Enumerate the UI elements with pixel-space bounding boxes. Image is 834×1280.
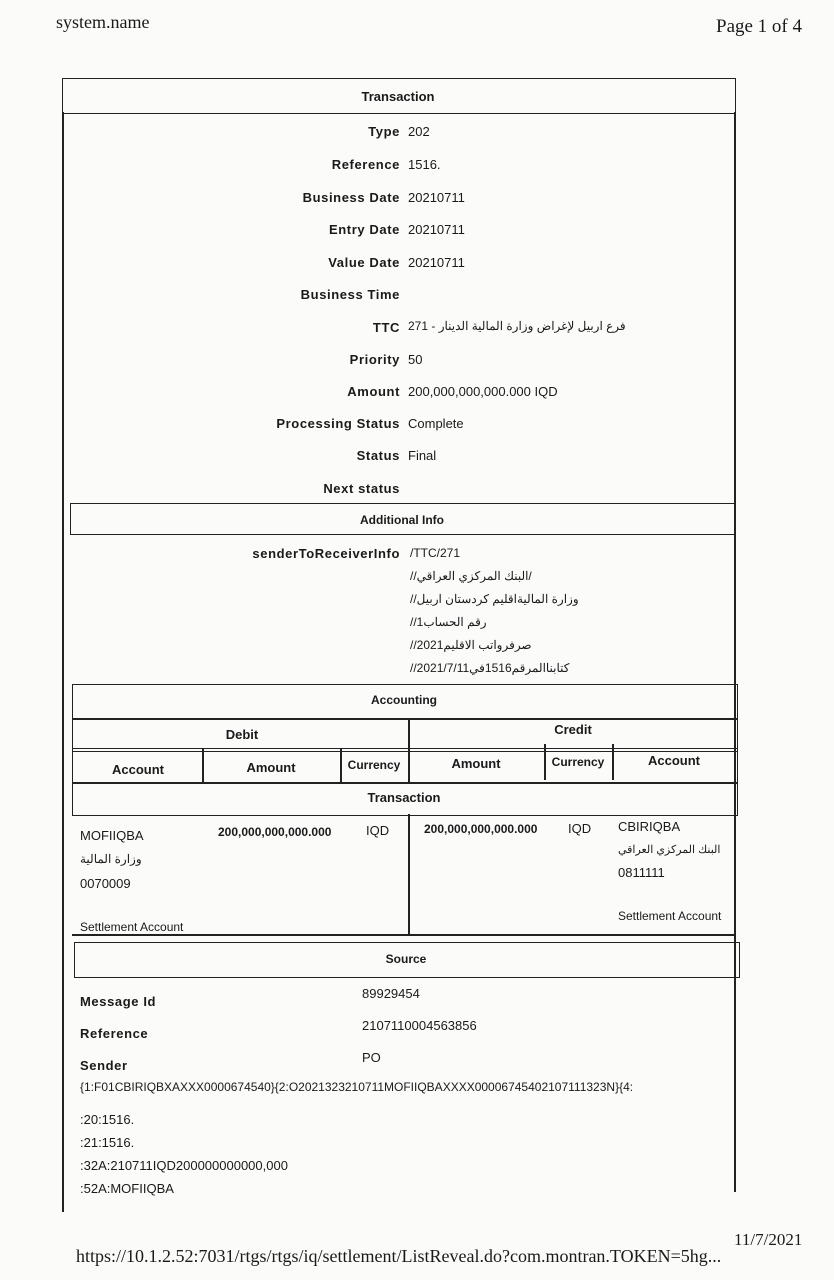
source-label-message-id: Message Id [80, 994, 157, 1009]
credit-col-amount: Amount [451, 756, 501, 771]
field-label-type: Type [368, 124, 400, 139]
field-label-entry-date: Entry Date [328, 222, 400, 237]
field-value-status: Final [408, 448, 437, 463]
message-line: :32A:210711IQD200000000000,000 [80, 1158, 288, 1173]
info-line: صرفرواتب الاقليم2021// [410, 638, 532, 652]
field-label-value-date: Value Date [328, 255, 400, 270]
message-line: {1:F01CBIRIQBXAXXX0000674540}{2:O2021323210711MOFIIQBAXXXX00006745402107111323N}{4: [80, 1080, 634, 1094]
left-border [62, 112, 64, 1212]
field-label-business-date: Business Date [302, 190, 400, 205]
footer-url: https://10.1.2.52:7031/rtgs/rtgs/iq/settlement/ListReveal.do?com.montran.TOKEN=5hg... [76, 1246, 722, 1266]
credit-amount: 200,000,000,000.000 [424, 822, 538, 836]
source-label-sender: Sender [80, 1058, 128, 1073]
field-label-priority: Priority [349, 352, 400, 367]
field-label-reference: Reference [331, 157, 400, 172]
field-value-value-date: 20210711 [408, 255, 465, 270]
info-line: وزارة الماليةاقليم كردستان اربيل// [410, 592, 579, 606]
field-value-reference: 1516. [408, 157, 441, 172]
credit-account-name: البنك المركزي العراقي [618, 844, 721, 856]
accounting-title: Accounting [371, 693, 437, 707]
field-label-ttc: TTC [372, 320, 400, 335]
debit-currency: IQD [366, 823, 390, 838]
credit-account-code: CBIRIQBA [618, 819, 681, 834]
info-line: رقم الحساب1// [410, 615, 487, 629]
field-value-priority: 50 [408, 352, 423, 367]
debit-account-name: وزارة المالية [80, 852, 142, 866]
system-name: system.name [56, 12, 150, 32]
credit-account-type: Settlement Account [618, 909, 722, 923]
credit-header: Credit [554, 722, 592, 737]
field-value-ttc: فرع اربيل لإغراض وزارة المالية الدينار - 271 [408, 319, 626, 333]
field-value-business-date: 20210711 [408, 190, 465, 205]
field-value-type: 202 [408, 124, 430, 139]
message-line: :21:1516. [80, 1135, 135, 1150]
field-label-processing-status: Processing Status [276, 416, 400, 431]
field-value-entry-date: 20210711 [408, 222, 465, 237]
debit-amount: 200,000,000,000.000 [218, 825, 332, 839]
debit-account-code: MOFIIQBA [80, 828, 144, 843]
credit-currency: IQD [568, 821, 592, 836]
debit-col-currency: Currency [347, 758, 401, 772]
debit-col-account: Account [112, 762, 164, 777]
field-value-amount: 200,000,000,000.000 IQD [408, 384, 558, 399]
transaction-section-title: Transaction [361, 89, 435, 104]
credit-col-currency: Currency [551, 755, 605, 769]
field-value-processing-status: Complete [408, 416, 464, 431]
sender-to-receiver-info-label: senderToReceiverInfo [252, 546, 400, 561]
info-line: /البنك المركزي العراقي// [410, 569, 532, 583]
message-line: :20:1516. [80, 1112, 135, 1127]
credit-account-number: 0811111 [618, 865, 665, 880]
source-value-sender: PO [362, 1050, 381, 1065]
accounting-bottom [72, 934, 736, 936]
debit-account-number: 0070009 [80, 876, 131, 891]
debit-credit-body-divider [408, 814, 410, 936]
debit-col-amount: Amount [246, 760, 296, 775]
right-border [734, 112, 736, 1192]
source-value-reference: 2107110004563856 [362, 1018, 477, 1033]
source-value-message-id: 89929454 [362, 986, 420, 1001]
source-title: Source [385, 952, 427, 966]
info-line: كتابناالمرقم1516في2021/7/11// [410, 661, 570, 675]
credit-col-account: Account [648, 753, 700, 768]
debit-header: Debit [225, 727, 259, 742]
additional-info-title: Additional Info [360, 513, 444, 527]
info-line: /TTC/271 [410, 546, 461, 560]
transaction-row-label: Transaction [367, 790, 441, 805]
field-label-amount: Amount [347, 384, 400, 399]
field-label-status: Status [356, 448, 400, 463]
footer-date: 11/7/2021 [734, 1230, 803, 1249]
debit-account-type: Settlement Account [80, 920, 184, 934]
field-label-business-time: Business Time [300, 287, 400, 302]
source-label-reference: Reference [80, 1026, 149, 1041]
field-label-next-status: Next status [323, 481, 400, 496]
page-number: Page 1 of 4 [716, 16, 803, 37]
message-line: :52A:MOFIIQBA [80, 1181, 174, 1196]
